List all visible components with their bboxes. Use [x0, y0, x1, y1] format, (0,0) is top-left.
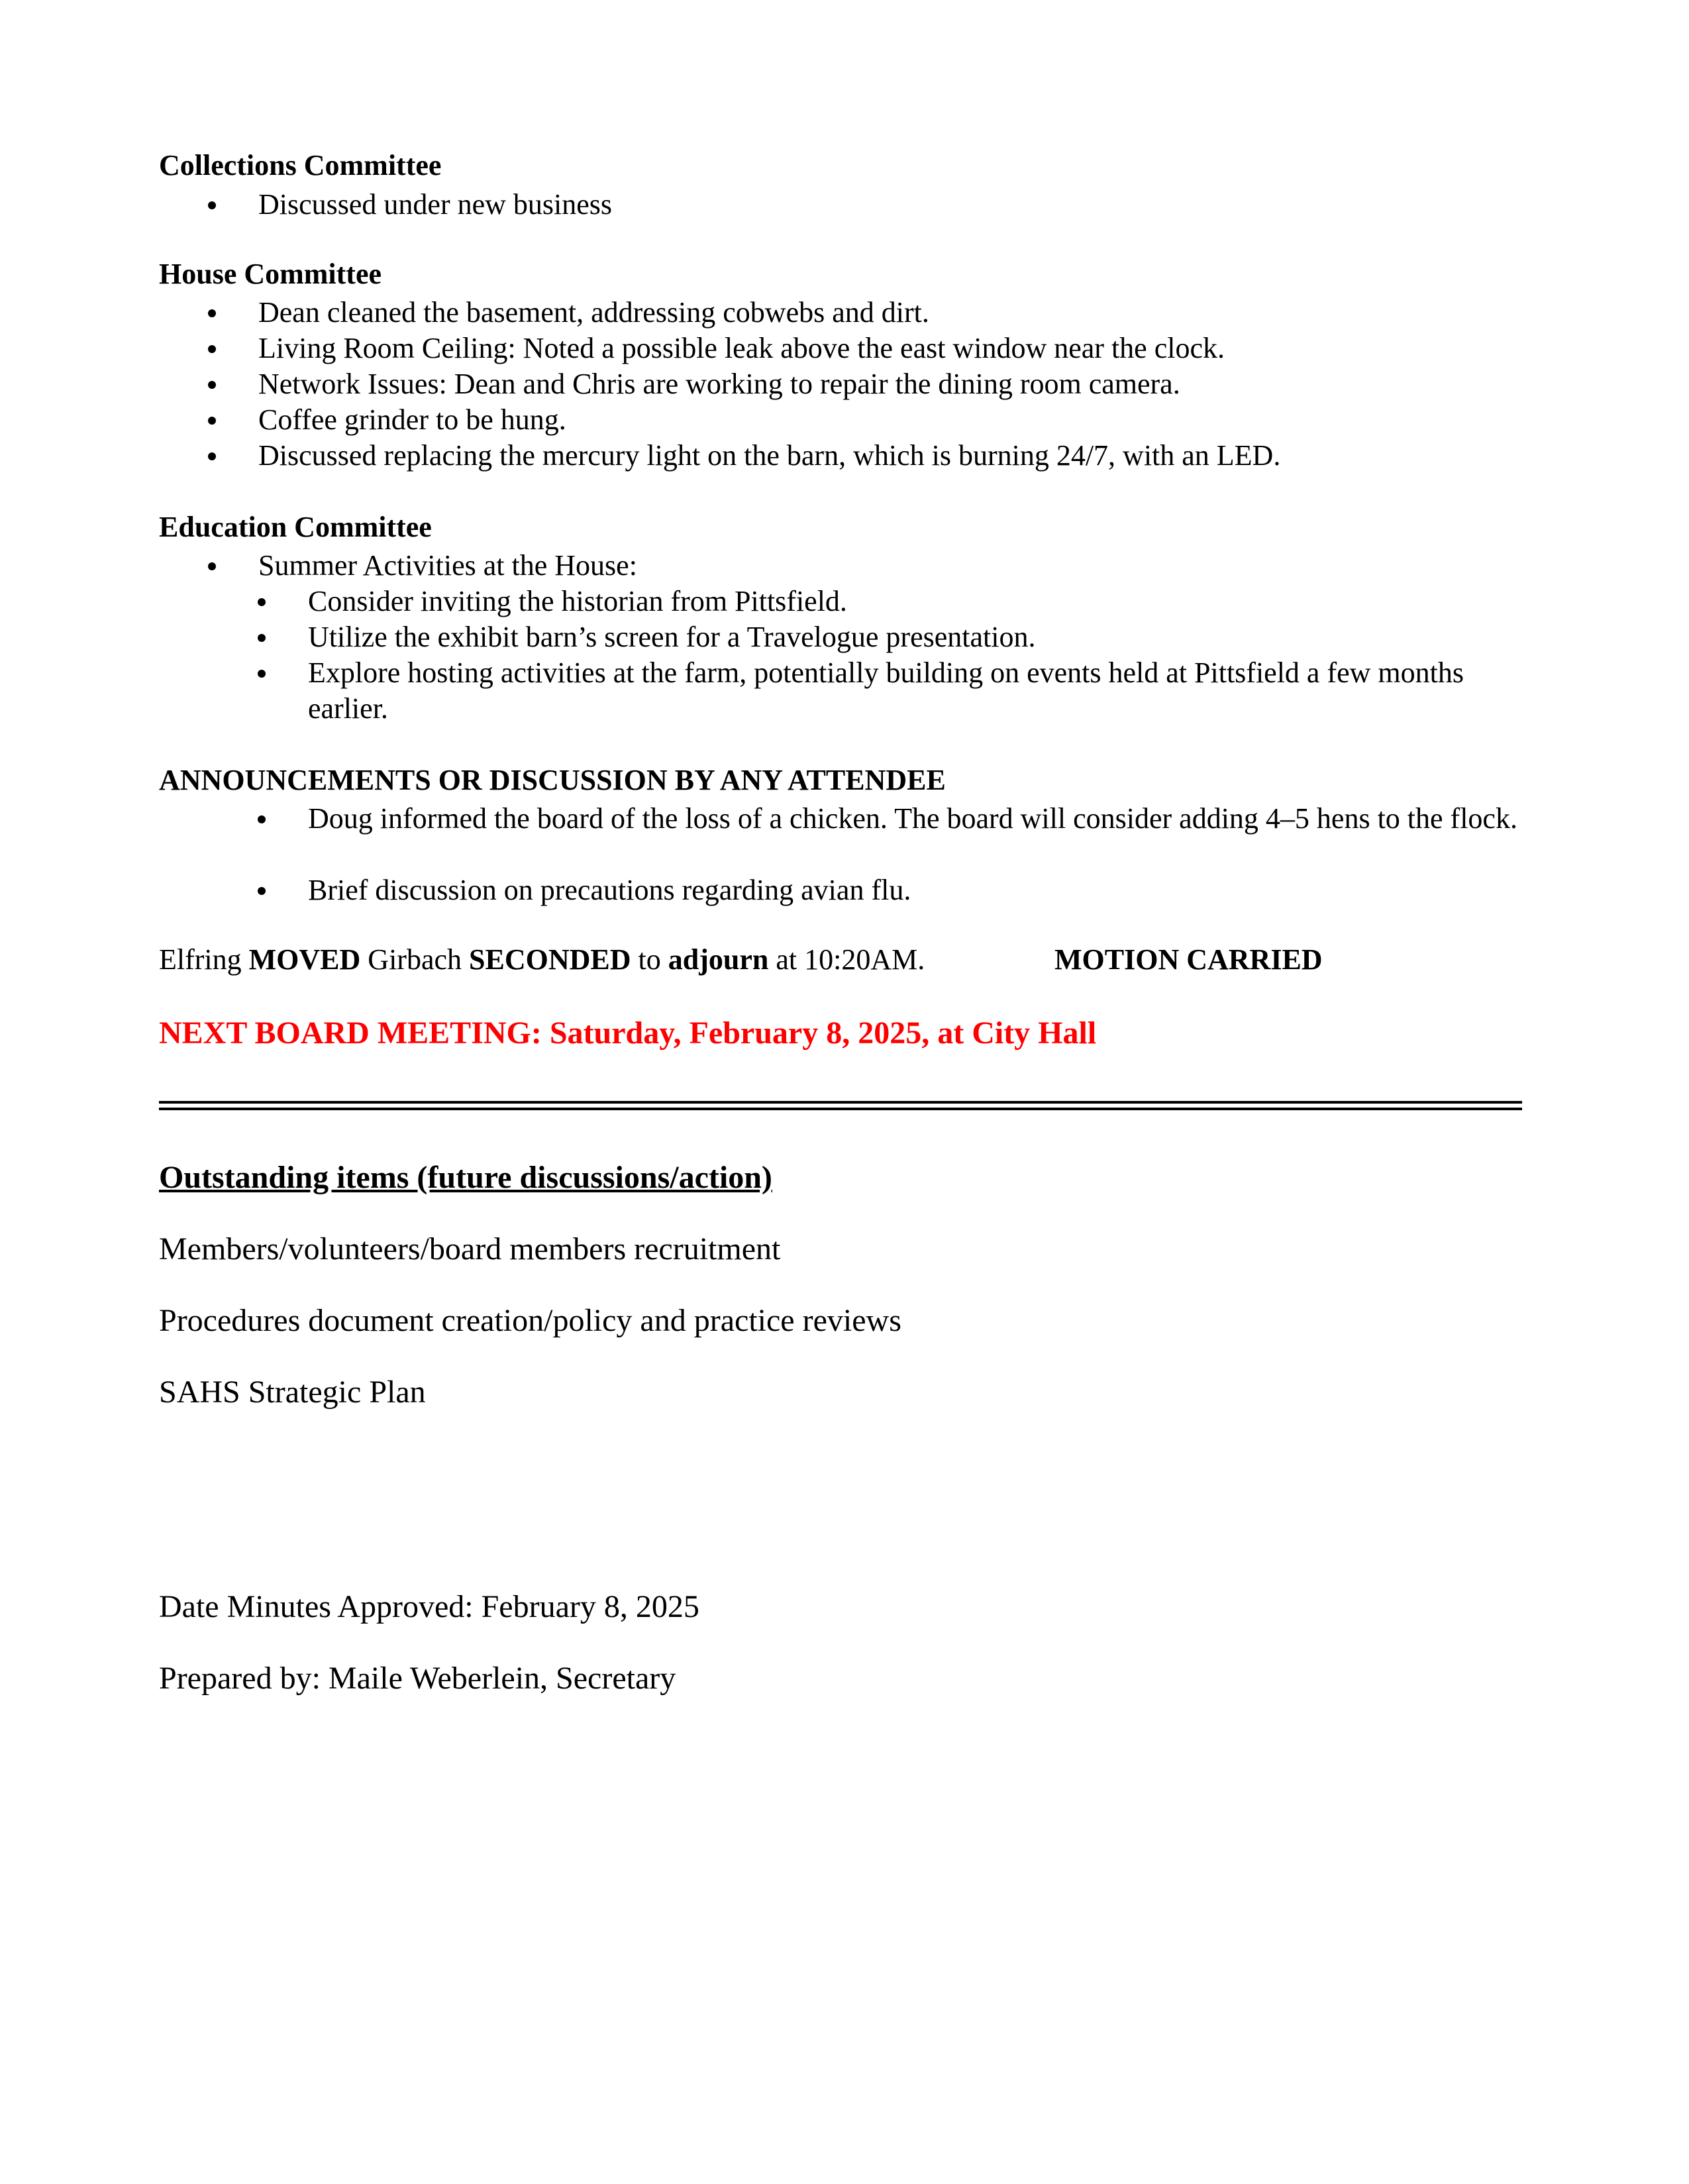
motion-to: to — [638, 943, 661, 976]
house-committee-heading: House Committee — [159, 258, 382, 290]
announcements-heading: ANNOUNCEMENTS OR DISCUSSION BY ANY ATTENDEE — [159, 764, 946, 796]
bullet-icon — [208, 417, 216, 425]
announcement-item: Doug informed the board of the loss of a chicken. The board will consider adding 4–5 hens to the flock. — [308, 802, 1517, 835]
bullet-icon — [208, 381, 216, 389]
house-item: Network Issues: Dean and Chris are working to repair the dining room camera. — [258, 368, 1180, 400]
education-subitem: Consider inviting the historian from Pittsfield. — [308, 585, 847, 617]
education-subitem: Explore hosting activities at the farm, potentially building on events held at Pittsfield a few months earlier. — [308, 656, 1464, 725]
outstanding-item: SAHS Strategic Plan — [159, 1375, 426, 1410]
motion-time: at 10:20AM. — [776, 943, 925, 976]
next-board-meeting: NEXT BOARD MEETING: Saturday, February 8, 2025, at City Hall — [159, 1015, 1097, 1051]
house-item: Coffee grinder to be hung. — [258, 403, 566, 436]
bullet-icon — [258, 815, 266, 823]
date-minutes-approved: Date Minutes Approved: February 8, 2025 — [159, 1589, 699, 1624]
motion-action: adjourn — [668, 943, 769, 976]
seconded-label: SECONDED — [469, 943, 631, 976]
section-divider — [159, 1101, 1522, 1110]
house-item: Discussed replacing the mercury light on the barn, which is burning 24/7, with an LED. — [258, 439, 1281, 472]
outstanding-item: Procedures document creation/policy and practice reviews — [159, 1303, 901, 1338]
seconder: Girbach — [368, 943, 462, 976]
bullet-icon — [208, 201, 216, 209]
bullet-icon — [208, 562, 216, 570]
prepared-by: Prepared by: Maile Weberlein, Secretary — [159, 1661, 676, 1696]
outstanding-items-title: Outstanding items (future discussions/action) — [159, 1160, 772, 1195]
motion-result: MOTION CARRIED — [1054, 943, 1323, 976]
moved-label: MOVED — [248, 943, 361, 976]
bullet-icon — [208, 345, 216, 353]
outstanding-item: Members/volunteers/board members recruitment — [159, 1231, 781, 1267]
announcement-item: Brief discussion on precautions regarding avian flu. — [308, 874, 911, 906]
house-item: Dean cleaned the basement, addressing cobwebs and dirt. — [258, 296, 929, 329]
adjourn-motion — [159, 942, 925, 978]
house-item: Living Room Ceiling: Noted a possible leak above the east window near the clock. — [258, 332, 1225, 364]
collections-committee-heading: Collections Committee — [159, 149, 442, 182]
education-subitem: Utilize the exhibit barn’s screen for a Travelogue presentation. — [308, 621, 1036, 653]
collections-item: Discussed under new business — [258, 188, 613, 221]
mover: Elfring — [159, 943, 242, 976]
bullet-icon — [258, 670, 266, 678]
bullet-icon — [208, 452, 216, 460]
education-committee-heading: Education Committee — [159, 511, 432, 543]
bullet-icon — [208, 309, 216, 317]
bullet-icon — [258, 598, 266, 606]
education-item: Summer Activities at the House: — [258, 549, 637, 582]
bullet-icon — [258, 887, 266, 895]
bullet-icon — [258, 634, 266, 642]
